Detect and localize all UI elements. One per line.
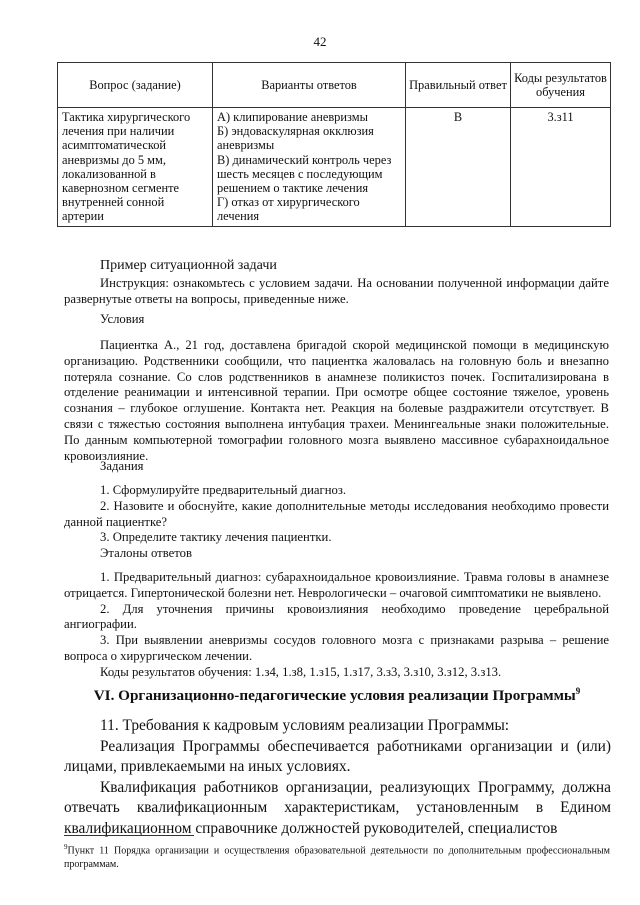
header-question: Вопрос (задание) <box>58 63 213 108</box>
paragraph: Квалификация работников организации, реализующих Программу, должна отвечать квалификационным характеристикам, установленным в Едином квалификационном справочнике должностей руководителей, специалистов <box>64 778 611 837</box>
answer-option-b: Б) эндоваскулярная окклюзия аневризмы <box>217 124 374 153</box>
list-item: 3. При выявлении аневризмы сосудов головного мозга с признаками разрыва – решение вопроса о хирургическом лечении. <box>64 633 609 663</box>
paragraph: 11. Требования к кадровым условиям реализации Программы: <box>100 717 510 734</box>
list-item: 2. Для уточнения причины кровоизлияния необходимо проведение церебральной ангиографии. <box>64 601 609 632</box>
table-row <box>58 108 611 227</box>
tasks-list <box>64 483 609 546</box>
section-title: VI. Организационно-педагогические условия реализации Программы$^9$ <box>93 686 581 705</box>
answer-option-c: В) динамический контроль через шесть месяцев с последующим решением о тактике лечения <box>217 152 392 196</box>
list-item: 2. Назовите и обоснуйте, какие дополнительные методы исследования необходимо провести данной пациентке? <box>64 498 609 529</box>
codes-line: Коды результатов обучения: 1.з4, 1.з8, 1.з15, 1.з17, 3.з3, 3.з10, 3.з12, 3.з13. <box>100 664 502 679</box>
list-item: 1. Сформулируйте предварительный диагноз. <box>100 483 347 497</box>
header-codes: Коды результатов обучения <box>511 63 611 108</box>
footnote: $^9$Пункт 11 Порядка организации и осуществления образовательной деятельности по дополнительным профессиональным программам. <box>64 843 610 871</box>
page-number: 42 <box>313 34 327 49</box>
cell-answers <box>213 108 406 227</box>
header-answers: Варианты ответов <box>213 63 406 108</box>
footnote-divider <box>64 835 194 836</box>
question-table <box>57 62 611 227</box>
answers-list <box>64 570 609 681</box>
cell-question: Тактика хирургического лечения при наличии асимптоматической аневризмы до 5 мм, локализованной в кавернозном сегменте внутренней сонной артерии <box>58 108 213 227</box>
instruction: Инструкция: ознакомьтесь с условием задачи. На основании полученной информации дайте развернутые ответы на вопросы, приведенные ниже. <box>64 276 609 306</box>
conditions-text: Пациентка А., 21 год, доставлена бригадой скорой медицинской помощи в медицинскую организацию. Родственники сообщили, что пациентка жаловалась на головную боль и внезапно потеряла сознание. Со слов родственников в анамнезе поликистоз почек. Госпитализирована в отделение реанимации и интенсивной терапии. При осмотре общее состояние тяжелое, уровень сознания – глубокое оглушение. Контакта нет. Реакция на болевые раздражители отсутствует. В связи с тяжестью состояния выполнена интубация трахеи. Менингеальные знаки положительные. По данным компьютерной томографии головного мозга выявлено массивное субарахноидальное кровоизлияние. <box>64 338 609 463</box>
list-item: 3. Определите тактику лечения пациентки. <box>100 530 332 545</box>
table-header-row <box>58 63 611 108</box>
answers-label: Эталоны ответов <box>100 546 192 560</box>
header-correct: Правильный ответ <box>406 63 511 108</box>
tasks-label: Задания <box>100 459 144 473</box>
footnote-ref: 9 <box>575 686 581 696</box>
conditions-label: Условия <box>100 312 145 326</box>
section-body <box>64 716 611 839</box>
cell-codes: 3.з11 <box>511 108 611 227</box>
list-item: 1. Предварительный диагноз: субарахноидальное кровоизлияние. Травма головы в анамнезе отрицается. Гипертонической болезни нет. Неврологически – очаговой симптоматики не выявлено. <box>64 570 609 600</box>
cell-correct: В <box>406 108 511 227</box>
paragraph: Реализация Программы обеспечивается работниками организации и (или) лицами, привлекаемыми на иных условиях. <box>64 737 611 775</box>
answer-option-d: Г) отказ от хирургического лечения <box>217 195 360 224</box>
answer-option-a: А) клипирование аневризмы <box>217 110 368 124</box>
example-heading: Пример ситуационной задачи <box>100 258 277 273</box>
